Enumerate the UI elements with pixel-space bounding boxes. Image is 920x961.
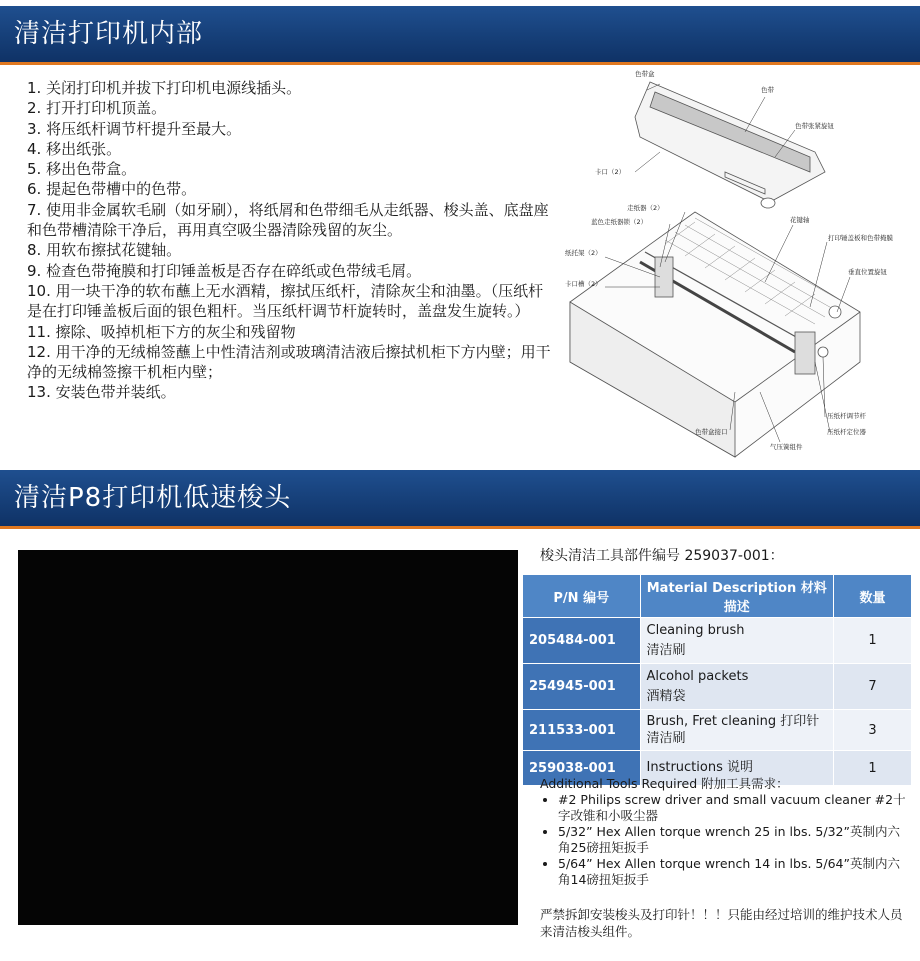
label-gas-spring: 气压簧组件	[770, 443, 803, 451]
header-qty: 数量	[833, 575, 911, 618]
label-vert-knob: 垂直位置旋钮	[848, 268, 887, 276]
step-item: 6. 提起色带槽中的色带。	[27, 180, 197, 199]
step-item: 11. 擦除、吸掉机柜下方的灰尘和残留物	[27, 322, 296, 341]
video-placeholder[interactable]	[18, 550, 518, 925]
warning-text: 严禁拆卸安装梭头及打印针！！！只能由经过培训的维护技术人员来清洁梭头组件。	[540, 907, 903, 939]
step-item: 13. 安装色带并装纸。	[27, 383, 176, 402]
section-title: 清洁打印机内部	[14, 19, 204, 49]
step-item: 12. 用干净的无绒棉签蘸上中性清洁剂或玻璃清洁液后擦拭机柜下方内壁；用干净的无绒棉签擦干机柜内壁；	[27, 342, 551, 382]
tools-list	[540, 792, 910, 888]
label-card-slot: 卡口（2）	[595, 168, 626, 176]
cell-desc: Brush, Fret cleaning 打印针 清洁刷	[640, 710, 833, 751]
label-card-groove: 卡口槽（2）	[565, 280, 602, 288]
cell-pn: 259038-001	[523, 751, 641, 786]
table-row	[523, 710, 912, 751]
cell-qty: 7	[833, 664, 911, 710]
cell-pn: 211533-001	[523, 710, 641, 751]
section-banner	[0, 6, 920, 65]
tool-item: • 5/32” Hex Allen torque wrench 25 in lbs. 5/32”英制内六角25磅扭矩扳手	[558, 824, 910, 856]
label-platen-stop: 压纸杆定位器	[827, 428, 866, 436]
header-desc: Material Description 材料描述	[640, 575, 833, 618]
section-banner	[0, 470, 920, 529]
cell-desc: Cleaning brush 清洁刷	[640, 618, 833, 664]
tools-title: Additional Tools Required 附加工具需求：	[540, 776, 789, 791]
step-item: 5. 移出色带盒。	[27, 160, 137, 179]
label-hammer-cover: 打印锤盖板和色带掩膜	[828, 234, 893, 242]
cell-desc: Alcohol packets 酒精袋	[640, 664, 833, 710]
header-pn: P/N 编号	[523, 575, 641, 618]
label-ribbon-knob: 色带张紧旋钮	[795, 122, 834, 130]
label-platen-lever: 压纸杆调节杆	[827, 412, 866, 420]
step-item: 8. 用软布擦拭花键轴。	[27, 241, 182, 260]
label-spline: 花键轴	[790, 216, 810, 224]
cell-pn: 254945-001	[523, 664, 641, 710]
table-row	[523, 618, 912, 664]
section-title: 清洁P8打印机低速梭头	[14, 483, 292, 513]
label-ribbon: 色带	[761, 86, 774, 94]
parts-table	[522, 574, 912, 786]
cleaning-steps-list	[27, 78, 552, 403]
kit-title: 梭头清洁工具部件编号 259037-001：	[540, 548, 784, 564]
table-header-row	[523, 575, 912, 618]
step-item: 1. 关闭打印机并拔下打印机电源线插头。	[27, 79, 302, 97]
tool-item: • #2 Philips screw driver and small vacuum cleaner #2十字改锥和小吸尘器	[558, 792, 910, 824]
step-item: 9. 检查色带掩膜和打印锤盖板是否存在碎纸或色带绒毛屑。	[27, 261, 422, 280]
step-item: 2. 打开打印机顶盖。	[27, 99, 167, 118]
label-cartridge: 色带盒	[635, 70, 655, 78]
cell-qty: 1	[833, 751, 911, 786]
label-cartridge-interface: 色带盒接口	[695, 428, 728, 436]
additional-tools	[540, 776, 910, 888]
step-item: 4. 移出纸张。	[27, 139, 122, 158]
table-row	[523, 664, 912, 710]
step-item: 3. 将压纸杆调节杆提升至最大。	[27, 119, 242, 138]
label-paper-support: 纸托架（2）	[565, 249, 602, 257]
cell-qty: 1	[833, 618, 911, 664]
printer-diagram	[565, 62, 893, 462]
label-tractor: 走纸器（2）	[627, 204, 664, 212]
cell-pn: 205484-001	[523, 618, 641, 664]
step-item: 10. 用一块干净的软布蘸上无水酒精，擦拭压纸杆，清除灰尘和油墨。（压纸杆是在打印锤盖板后面的银色粗杆。当压纸杆调节杆旋转时，盖盘发生旋转。）	[27, 281, 544, 321]
cell-qty: 3	[833, 710, 911, 751]
step-item: 7. 使用非金属软毛刷（如牙刷），将纸屑和色带细毛从走纸器、梭头盖、底盘座和色带槽清除干净后，再用真空吸尘器清除残留的灰尘。	[27, 200, 549, 240]
cell-desc: Instructions 说明	[640, 751, 833, 786]
tool-item: • 5/64” Hex Allen torque wrench 14 in lbs. 5/64”英制内六角14磅扭矩扳手	[558, 856, 910, 888]
label-blue-lock: 蓝色走纸器锁（2）	[591, 218, 648, 226]
